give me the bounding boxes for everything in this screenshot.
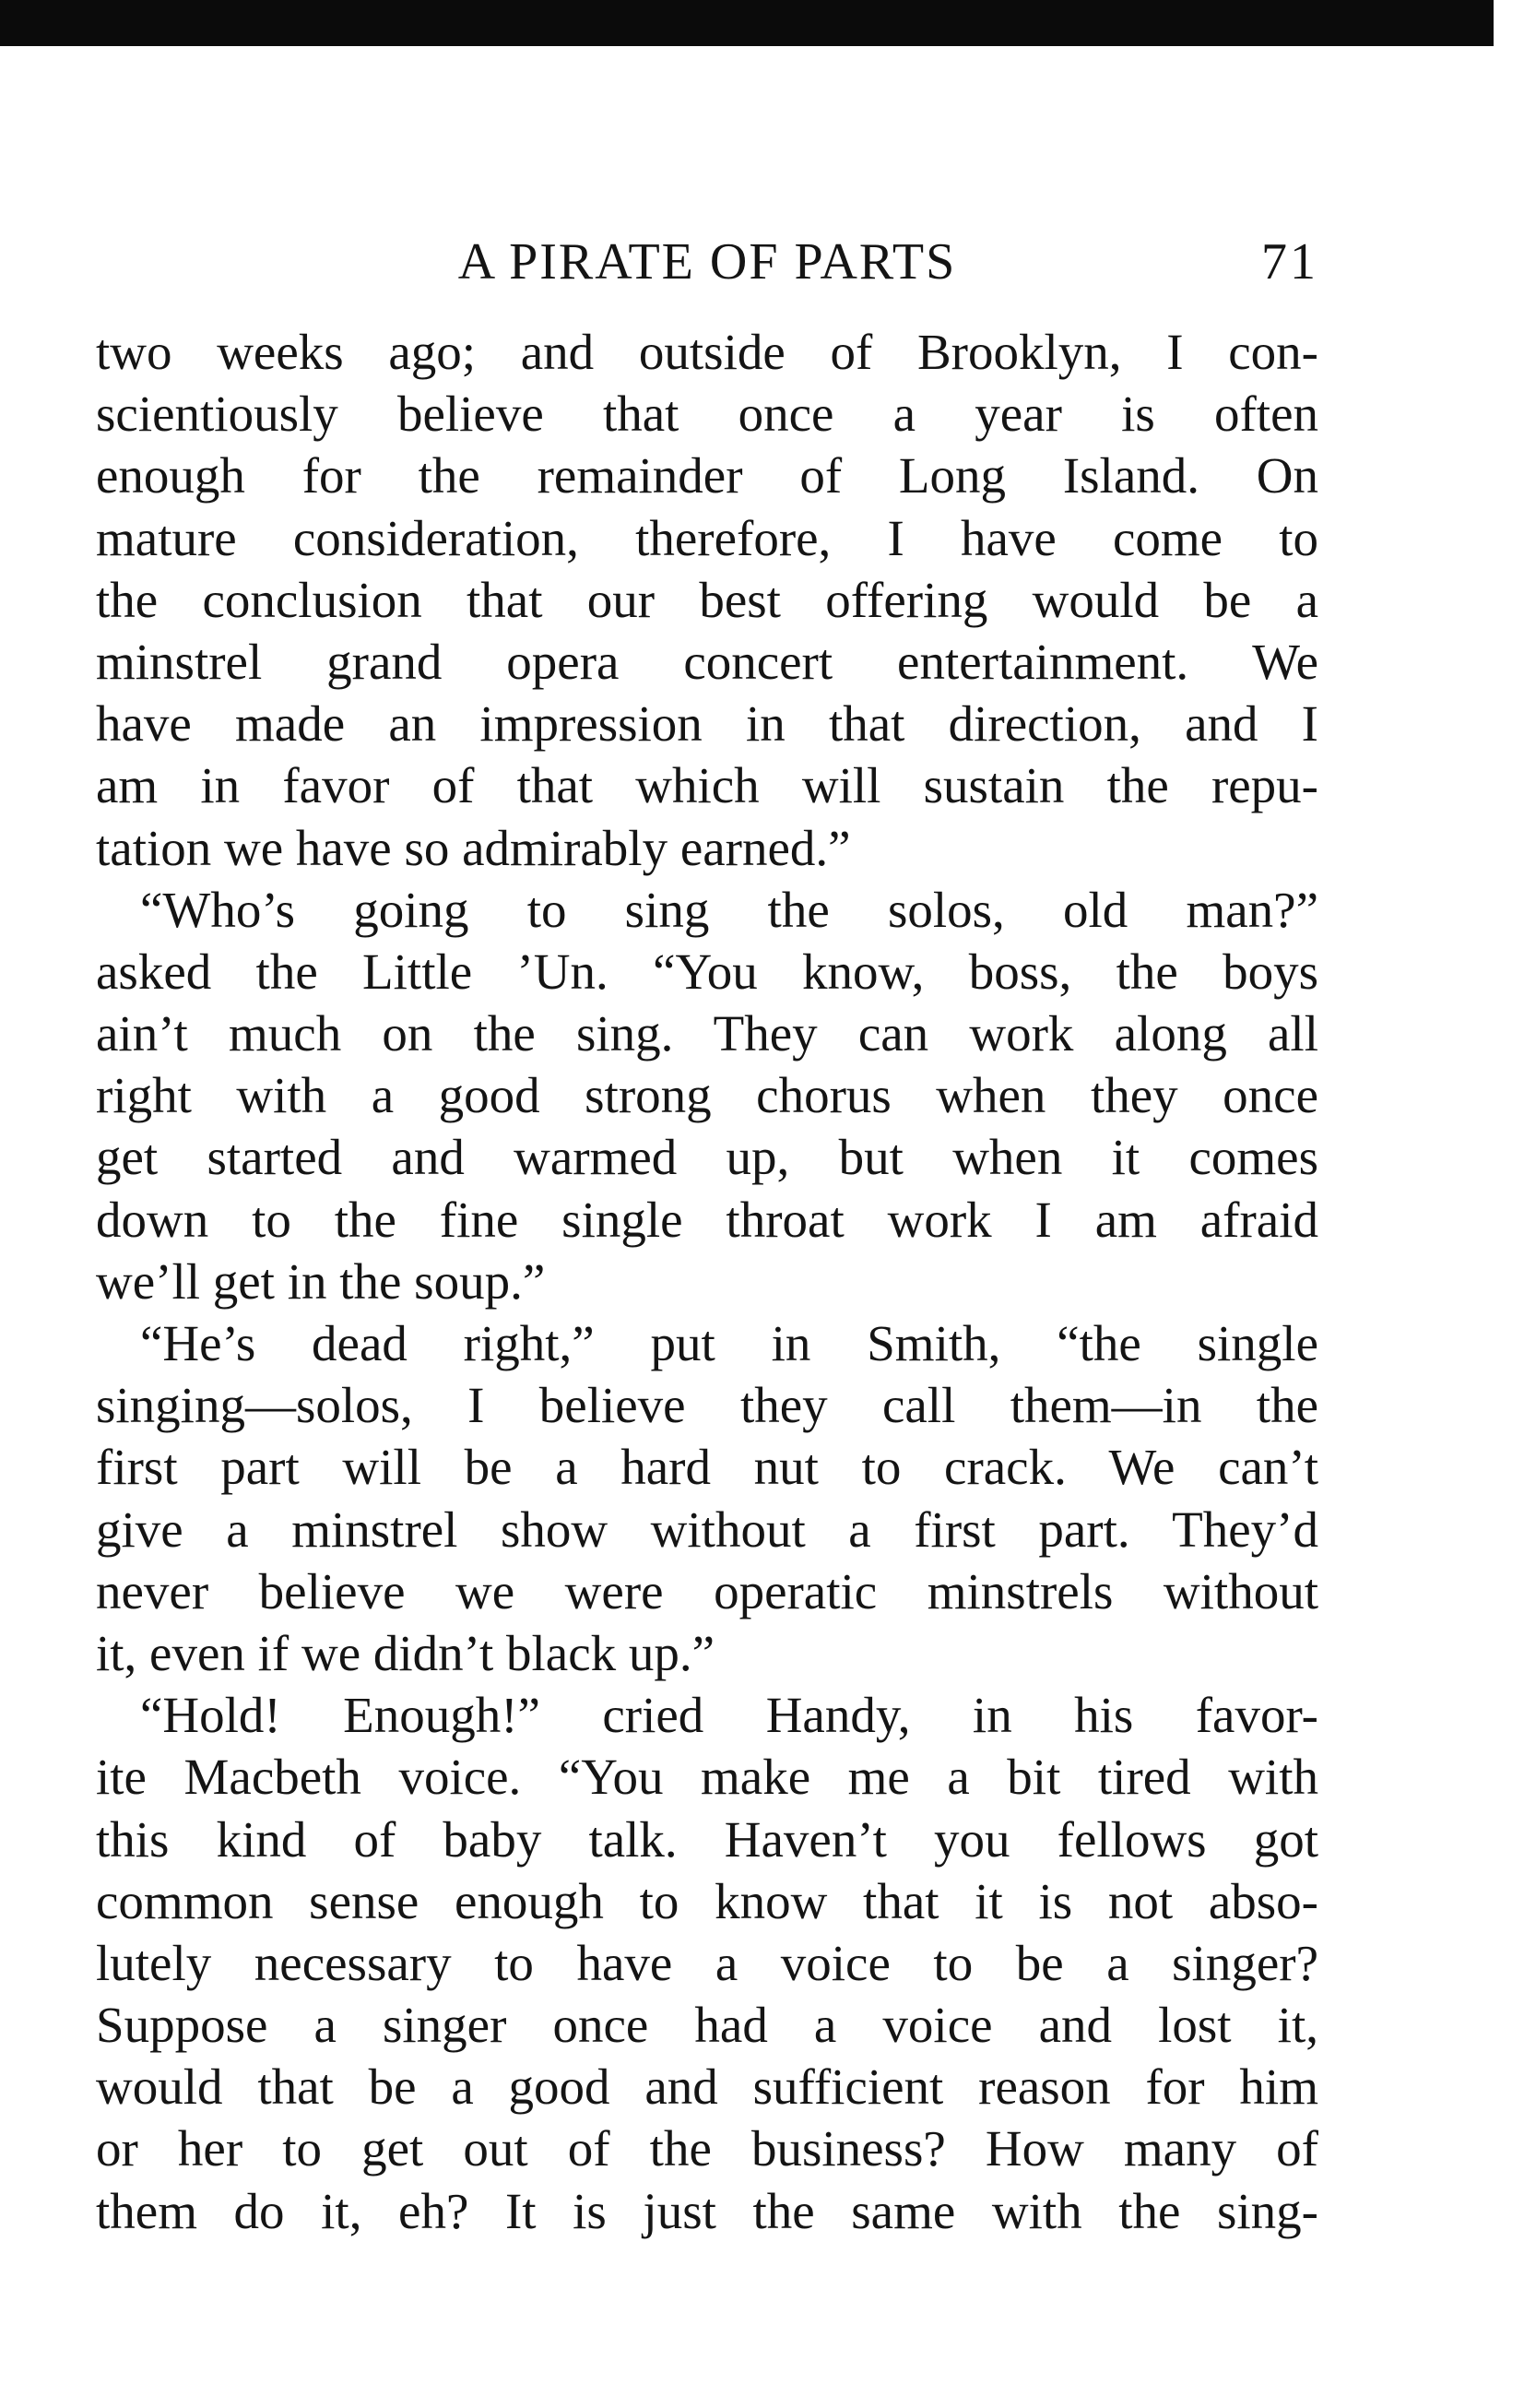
text-line: lutely necessary to have a voice to be a singer? bbox=[96, 1934, 1318, 1991]
text-line: am in favor of that which will sustain the repu- bbox=[96, 757, 1318, 814]
text-line: two weeks ago; and outside of Brooklyn, I con- bbox=[96, 324, 1318, 380]
text-line: enough for the remainder of Long Island. On bbox=[96, 447, 1318, 504]
body-text bbox=[96, 321, 1318, 2242]
text-line: ain’t much on the sing. They can work along all bbox=[96, 1005, 1318, 1062]
text-line: get started and warmed up, but when it comes bbox=[96, 1129, 1318, 1186]
running-header bbox=[96, 229, 1318, 295]
text-line: this kind of baby talk. Haven’t you fellows got bbox=[96, 1810, 1318, 1868]
text-line: have made an impression in that direction, and I bbox=[96, 695, 1318, 753]
text-line: down to the fine single throat work I am afraid bbox=[96, 1191, 1318, 1248]
text-line: “Who’s going to sing the solos, old man?” bbox=[140, 881, 1318, 938]
text-line: Suppose a singer once had a voice and lost it, bbox=[96, 1997, 1318, 2054]
running-title: A PIRATE OF PARTS bbox=[457, 233, 957, 291]
text-line: first part will be a hard nut to crack. We can’t bbox=[96, 1439, 1318, 1496]
text-line: give a minstrel show without a first part. They’d bbox=[96, 1501, 1318, 1558]
text-line: minstrel grand opera concert entertainment. We bbox=[96, 633, 1318, 690]
text-line: them do it, eh? It is just the same with the sing- bbox=[96, 2182, 1318, 2239]
text-line: tation we have so admirably earned.” bbox=[96, 819, 851, 876]
text-line: scientiously believe that once a year is often bbox=[96, 386, 1318, 443]
text-line: it, even if we didn’t black up.” bbox=[96, 1624, 715, 1681]
text-line: or her to get out of the business? How many of bbox=[96, 2120, 1318, 2177]
text-line: “He’s dead right,” put in Smith, “the single bbox=[140, 1315, 1318, 1371]
text-line: we’ll get in the soup.” bbox=[96, 1252, 546, 1310]
text-line: common sense enough to know that it is not abso- bbox=[96, 1872, 1318, 1929]
text-line: the conclusion that our best offering would be a bbox=[96, 571, 1318, 628]
text-line: “Hold! Enough!” cried Handy, in his favor- bbox=[140, 1687, 1318, 1744]
text-line: singing—solos, I believe they call them—in the bbox=[96, 1377, 1318, 1434]
text-line: right with a good strong chorus when they once bbox=[96, 1067, 1318, 1124]
text-line: would that be a good and sufficient reason for him bbox=[96, 2058, 1318, 2116]
text-line: mature consideration, therefore, I have come to bbox=[96, 509, 1318, 566]
text-line: ite Macbeth voice. “You make me a bit tired with bbox=[96, 1749, 1318, 1806]
page-number: 71 bbox=[1261, 233, 1318, 291]
text-line: asked the Little ’Un. “You know, boss, the boys bbox=[96, 943, 1318, 1000]
text-line: never believe we were operatic minstrels without bbox=[96, 1562, 1318, 1619]
top-border-rule bbox=[0, 0, 1494, 46]
